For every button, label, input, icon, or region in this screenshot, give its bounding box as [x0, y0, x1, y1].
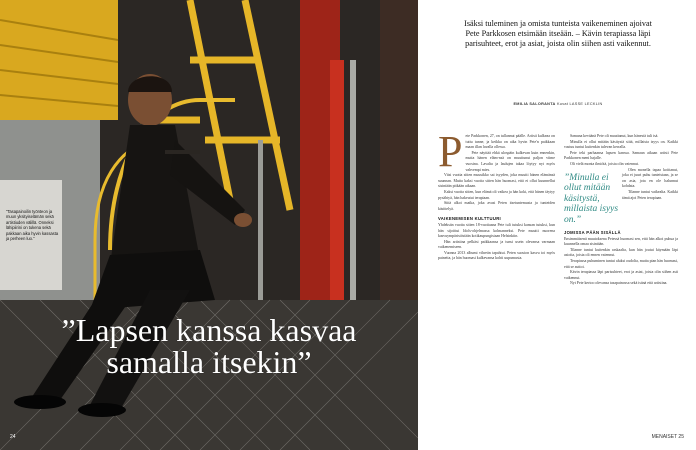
paragraph: Minulla ei ollut mitään käsitystä siitä, millaista isyys on. Kaikki vastuu tuntui kuitenkin tulevan kerralla. [564, 139, 678, 150]
section-subhead: VAIKENEMISEN KULTTUURI [438, 216, 501, 222]
paragraph: Kävin terapiassa läpi parisuhteet, erot ja asiat, joista olin siihen asti vaikennut. [564, 270, 678, 280]
grey-pipe-2 [350, 60, 356, 320]
page-number-right: MENAISET 25 [651, 434, 684, 440]
photo-caption: ”Tasapainoilin työnteon ja muun yksityiselämän sekä artistiuden välillä. Onneksi lähipiirini on tukena sekä pakkaan aika hyvin kassasta ja perheen luo.” [6, 209, 59, 242]
page-number-left: 24 [10, 434, 16, 440]
paragraph: Siitä alkoi matka, joka avasi Peten itsetuntemusta ja tunteiden käsittelyä. [438, 201, 555, 211]
paragraph: Ensimmäisenä muutoksena Petessä huomasi sen, että hän alkoi puhua ja kuunnella omaa sisintään. [564, 236, 678, 247]
drop-cap: P [438, 127, 463, 176]
text-column-2 [564, 134, 678, 287]
paragraph: Olen monella tapaa koittanut, joka ei juuri puhu tunteistaan, ja se on asia, jota en ole halunnut kohdata. [622, 167, 678, 189]
section-subhead: JOMISSA PÄÄN SISÄLLÄ [564, 230, 621, 236]
paragraph: Tilanne tuntui kuitenkin raskaalta, kun hän joutui käymään läpi asioita, joista oli ennen vaiennut. [564, 247, 678, 258]
article-text-page [418, 0, 696, 450]
paragraph: Tilanne tuntui vaikealta. Kaikki tämä ajoi Peten terapiaan. [622, 189, 678, 200]
text-column-1 [438, 127, 555, 262]
article-lead: Isäksi tuleminen ja omista tunteista vaikeneminen ajoivat Pete Parkkosen etsimään itseään. – Kävin terapiassa läpi parisuhteet, erot ja asiat, joista olin siihen asti vaikennut. [464, 19, 652, 48]
paragraph: Pete teki parhaansa lapsen kanssa. Samaan aikaan artisti Pete Parkkonen meni hajalle. [564, 150, 678, 161]
paragraph: Viisi vuotta sitten muusikko sai isyyden, joka muutti hänen elämänsä suunnan. Mutta kaksi vuotta sitten hän huomasi, että ei ollut kuunnellut sisintään pitkään aikaan. [438, 173, 555, 189]
paragraph: Yhdeksän vuotta sitten 18-vuotiaana Pete tuli tutuksi kansan tutuksi, kun hän sijoittui Idols-ohjelmassa kolmanneksi. Pete muutti nuorena kasvuympäristöstään kotikaupungistaan Helsinkiin. [438, 222, 555, 239]
article-headline: ”Lapsen kanssa kasvaa samalla itsekin” [61, 312, 357, 380]
pull-quote: ”Minulla ei ollut mitään käsitystä, millaista isyys on.” [564, 172, 619, 225]
paragraph: Hän artistina pelkäsi paikkaansa ja tunsi usein olevansa varmaan vaikenemiseen. [438, 239, 555, 250]
byline-author: EMILIA SALORANTA [513, 102, 556, 106]
byline-photo: Kuvat LASSE LECKLIN [556, 102, 603, 106]
paragraph: Vuonna 2013 albumi vihreän tapahtui. Peten suosion kasvu toi myös paineita, ja hän huomasi kulkevansa kohti uupumusta. [438, 250, 555, 261]
paragraph: Terapiassa puhuminen tuntui aluksi oudolta, mutta pian hän huomasi, että se auttoi. [564, 259, 678, 269]
paragraph: Samana keväänä Pete oli muuttanut, kun hänestä tuli isä. [570, 134, 659, 138]
paragraph: Kaksi vuotta sitten, kun elämä oli vaikea ja hän koki, että hänen täytyy pysähtyä, hän hakeutui terapiaan. [438, 189, 555, 200]
paragraph: Pete näyttää ehkä ulospäin kulkevan kuin ennenkin, mutta hänen eläm-nsä on muuttunut paljon viime vuosina. Lavalta ja laulujen takaa löytyy nyt myös vahvempi mies. [465, 150, 555, 172]
paragraph: Nyt Pete kertoo olevansa tasapainossa sekä isänä että artistina. [570, 281, 668, 286]
byline [458, 102, 658, 106]
paragraph: ete Parkkonen, 27, on tullannut päälle. Artisti kulkeaa on tuttu tunne, ja keikka on aika hyvin Pete'n paikkaan maan illan lavalla ollessa. [465, 134, 555, 150]
paragraph: Oli vielä monta ilmiötä, joista olin vaiennut. [570, 161, 639, 166]
